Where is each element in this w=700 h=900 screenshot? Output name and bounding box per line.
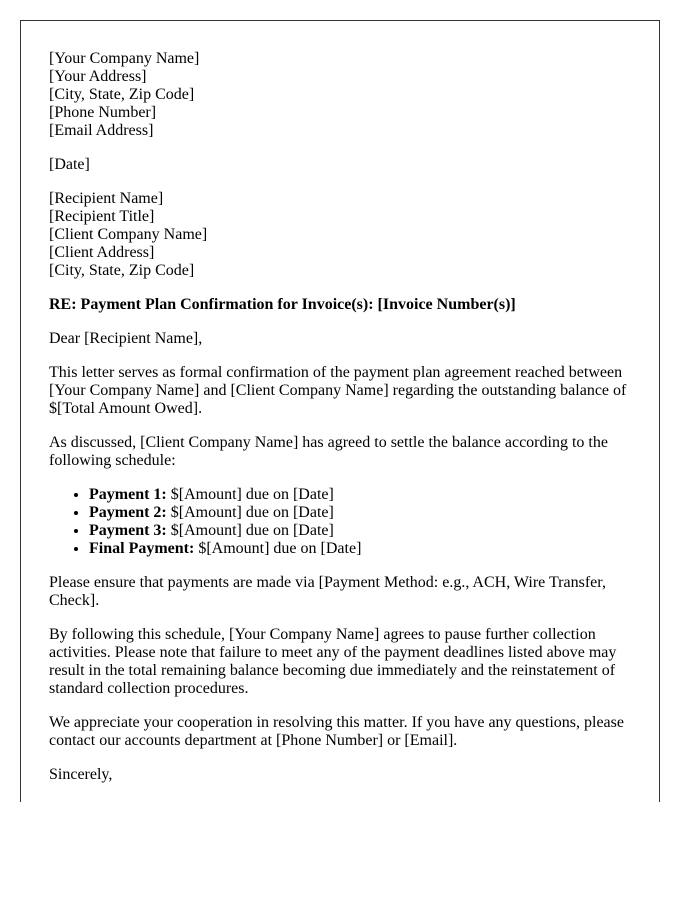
sender-line: [Your Company Name] bbox=[49, 50, 200, 67]
payment-label: Payment 2: bbox=[89, 504, 167, 521]
paragraph-schedule-intro: As discussed, [Client Company Name] has agreed to settle the balance according to the following schedule: bbox=[49, 434, 608, 469]
payment-text: $[Amount] due on [Date] bbox=[166, 486, 334, 503]
recipient-block bbox=[49, 190, 631, 280]
sender-block bbox=[49, 50, 631, 140]
sender-line: [Phone Number] bbox=[49, 104, 157, 121]
subject-text: RE: Payment Plan Confirmation for Invoice(s): [Invoice Number(s)] bbox=[49, 296, 516, 313]
closing: Sincerely, bbox=[49, 766, 113, 783]
list-item bbox=[89, 486, 631, 504]
list-item bbox=[89, 540, 631, 558]
paragraph-payment-method: Please ensure that payments are made via [Payment Method: e.g., ACH, Wire Transfer, Check]. bbox=[49, 574, 606, 609]
paragraph-contact: We appreciate your cooperation in resolving this matter. If you have any questions, please contact our accounts department at [Phone Number] or [Email]. bbox=[49, 714, 624, 749]
payment-label: Final Payment: bbox=[89, 540, 195, 557]
salutation: Dear [Recipient Name], bbox=[49, 330, 203, 347]
paragraph-confirmation: This letter serves as formal confirmation of the payment plan agreement reached between [Your Company Name] and [Client Company Name] regarding the outstanding balance of $[Total Amount Owed]. bbox=[49, 364, 627, 417]
sender-line: [City, State, Zip Code] bbox=[49, 86, 195, 103]
payment-label: Payment 3: bbox=[89, 522, 167, 539]
recipient-line: [Recipient Name] bbox=[49, 190, 164, 207]
recipient-line: [Recipient Title] bbox=[49, 208, 155, 225]
paragraph-terms: By following this schedule, [Your Company Name] agrees to pause further collection activities. Please note that failure to meet any of the payment deadlines listed above may result in the total remaining balance becoming due immediately and the reinstatement of standard collection procedures. bbox=[49, 626, 617, 697]
sender-line: [Your Address] bbox=[49, 68, 147, 85]
subject-line bbox=[49, 296, 631, 314]
recipient-line: [Client Address] bbox=[49, 244, 155, 261]
recipient-line: [Client Company Name] bbox=[49, 226, 208, 243]
payment-text: $[Amount] due on [Date] bbox=[166, 504, 334, 521]
payment-schedule-list bbox=[49, 486, 631, 558]
list-item bbox=[89, 504, 631, 522]
payment-text: $[Amount] due on [Date] bbox=[194, 540, 362, 557]
payment-label: Payment 1: bbox=[89, 486, 167, 503]
letter-page bbox=[20, 20, 660, 802]
letter-date: [Date] bbox=[49, 156, 90, 173]
sender-line: [Email Address] bbox=[49, 122, 154, 139]
payment-text: $[Amount] due on [Date] bbox=[166, 522, 334, 539]
list-item bbox=[89, 522, 631, 540]
recipient-line: [City, State, Zip Code] bbox=[49, 262, 195, 279]
